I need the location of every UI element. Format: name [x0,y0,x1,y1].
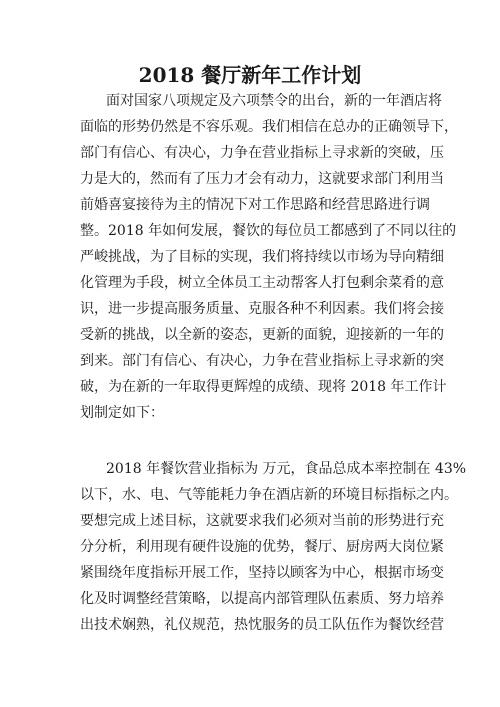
paragraph-line: 面对国家八项规定及六项禁令的出台，新的一年酒店将 [106,93,442,109]
paragraph-line: 严峻挑战，为了目标的实现，我们将持续以市场为导向精细 [80,249,444,265]
paragraph-line: 整。2018 年如何发展，餐饮的每位员工都感到了不同以往的 [80,223,457,239]
paragraph-line: 面临的形势仍然是不容乐观。我们相信在总办的正确领导下， [80,119,458,135]
paragraph-line: 化及时调整经营策略，以提高内部管理队伍素质、努力培养 [80,591,444,607]
paragraph-line: 前婚喜宴接待为主的情况下对工作思路和经营思路进行调 [80,197,430,213]
paragraph-line: 紧围绕年度指标开展工作，坚持以顾客为中心，根据市场变 [80,565,444,581]
paragraph-line: 2018 年餐饮营业指标为 万元，食品总成本率控制在 43% [106,461,467,477]
paragraph-line: 破，为在新的一年取得更辉煌的成绩、现将 2018 年工作计 [80,379,447,395]
paragraph-line: 出技术娴熟，礼仪规范，热忱服务的员工队伍作为餐饮经营 [80,617,444,633]
paragraph-line: 力是大的，然而有了压力才会有动力，这就要求部门利用当 [80,171,444,187]
paragraph-line: 化管理为手段，树立全体员工主动帮客人打包剩余菜肴的意 [80,275,444,291]
paragraph-line: 到来。部门有信心、有决心，力争在营业指标上寻求新的突 [80,353,444,369]
paragraph-line: 要想完成上述目标，这就要求我们必须对当前的形势进行充 [80,513,444,529]
paragraph-line: 识，进一步提高服务质量、克服各种不利因素。我们将会接 [80,301,444,317]
paragraph-line: 以下，水、电、气等能耗力争在酒店新的环境目标指标之内。 [80,487,458,503]
paragraph-line: 划制定如下： [80,405,164,421]
document-title: 2018 餐厅新年工作计划 [138,63,362,87]
paragraph-line: 部门有信心、有决心，力争在营业指标上寻求新的突破，压 [80,145,444,161]
paragraph-line: 受新的挑战，以全新的姿态，更新的面貌，迎接新的一年的 [80,327,444,343]
paragraph-line: 分分析，利用现有硬件设施的优势，餐厅、厨房两大岗位紧 [80,539,444,555]
